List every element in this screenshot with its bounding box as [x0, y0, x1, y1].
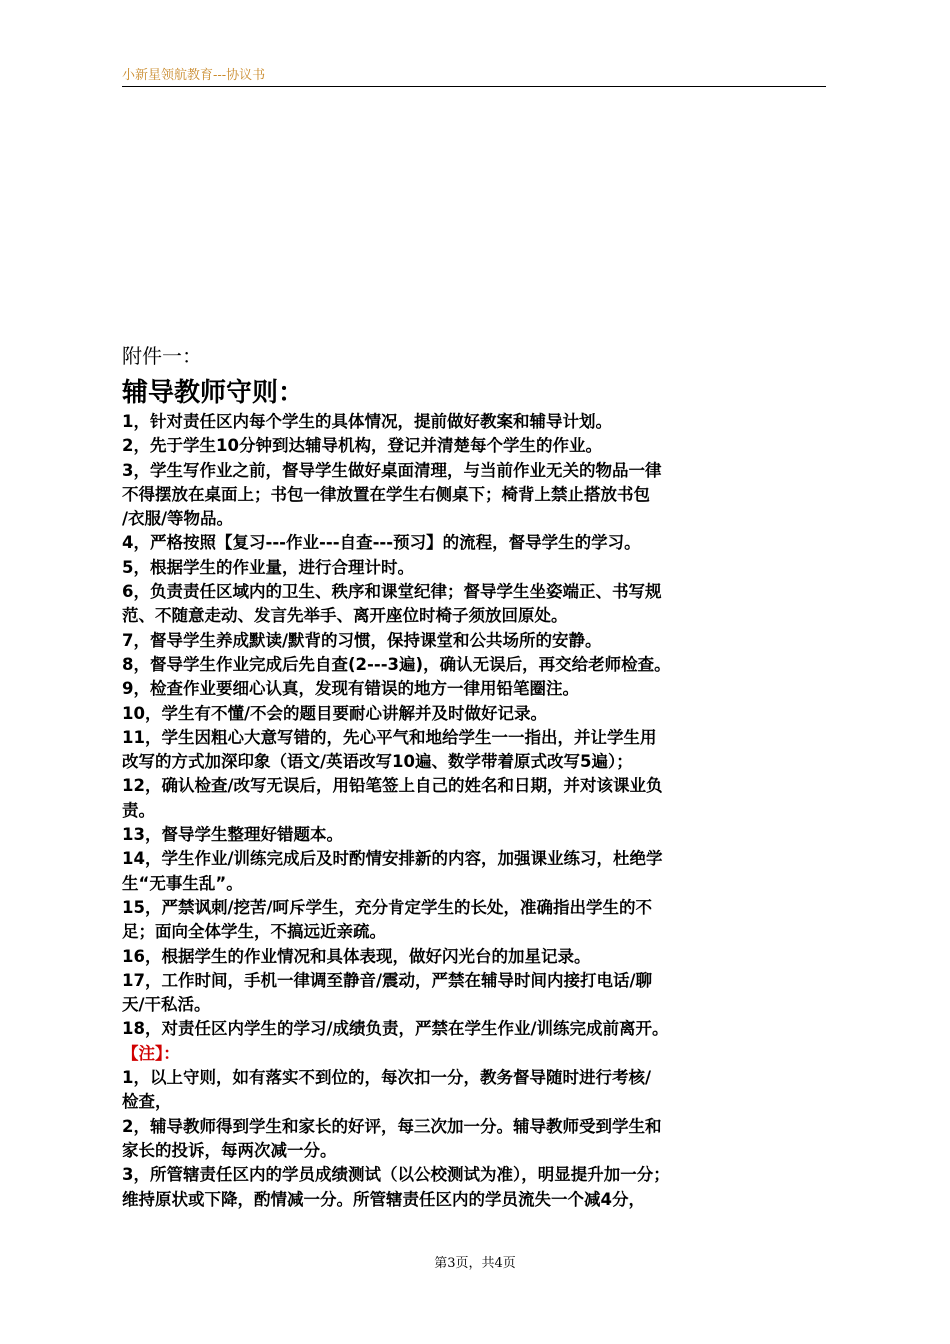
- rule-line: 2，先于学生10分钟到达辅导机构，登记并清楚每个学生的作业。: [122, 436, 602, 456]
- document-title: 辅导教师守则：: [122, 378, 305, 408]
- rule-line: 不得摆放在桌面上；书包一律放置在学生右侧桌下；椅背上禁止搭放书包: [122, 484, 650, 504]
- note-label: 【注】：: [122, 1043, 180, 1063]
- rule-line: 6，负责责任区域内的卫生、秩序和课堂纪律；督导学生坐姿端正、书写规: [122, 582, 662, 602]
- rule-line: 12，确认检查/改写无误后，用铅笔签上自己的姓名和日期，并对该课业负: [122, 776, 663, 796]
- note-line: 检查，: [122, 1092, 172, 1112]
- rule-line: 10，学生有不懂/不会的题目要耐心讲解并及时做好记录。: [122, 703, 547, 723]
- rules-body: [122, 410, 834, 1212]
- rule-line: 范、不随意走动、发言先举手、离开座位时椅子须放回原处。: [122, 606, 568, 626]
- rule-line: 天/干私活。: [122, 995, 211, 1015]
- rule-line: 16，根据学生的作业情况和具体表现，做好闪光台的加星记录。: [122, 946, 591, 966]
- rule-line: 4，严格按照【复习---作业---自查---预习】的流程，督导学生的学习。: [122, 533, 641, 553]
- page-header: [122, 64, 826, 87]
- rule-line: 3，学生写作业之前，督导学生做好桌面清理，与当前作业无关的物品一律: [122, 460, 662, 480]
- rule-line: 9，检查作业要细心认真，发现有错误的地方一律用铅笔圈注。: [122, 679, 579, 699]
- header-text: 小新星领航教育---协议书: [122, 68, 266, 83]
- note-line: 1，以上守则，如有落实不到位的，每次扣一分，教务督导随时进行考核/: [122, 1068, 652, 1088]
- note-line: 维持原状或下降，酌情减一分。所管辖责任区内的学员流失一个减4分，: [122, 1189, 645, 1209]
- rule-line: 18，对责任区内学生的学习/成绩负责，严禁在学生作业/训练完成前离开。: [122, 1019, 669, 1039]
- rule-line: 5，根据学生的作业量，进行合理计时。: [122, 557, 414, 577]
- rule-line: 1，针对责任区内每个学生的具体情况，提前做好教案和辅导计划。: [122, 412, 612, 431]
- rule-line: 11，学生因粗心大意写错的，先心平气和地给学生一一指出，并让学生用: [122, 727, 657, 747]
- note-line: 2，辅导教师得到学生和家长的好评，每三次加一分。辅导教师受到学生和: [122, 1116, 662, 1136]
- rule-line: /衣服/等物品。: [122, 509, 234, 529]
- page-footer: 第3页，共4页: [434, 1256, 516, 1271]
- rule-line: 13，督导学生整理好错题本。: [122, 825, 343, 845]
- rule-line: 改写的方式加深印象（语文/英语改写10遍、数学带着原式改写5遍）；: [122, 752, 633, 772]
- rule-line: 15，严禁讽刺/挖苦/呵斥学生，充分肯定学生的长处，准确指出学生的不: [122, 897, 653, 917]
- appendix-label: 附件一：: [122, 344, 202, 368]
- rule-line: 生“无事生乱”。: [122, 873, 243, 893]
- rule-line: 17，工作时间，手机一律调至静音/震动，严禁在辅导时间内接打电话/聊: [122, 970, 653, 990]
- note-line: 3，所管辖责任区内的学员成绩测试（以公校测试为准），明显提升加一分；: [122, 1165, 670, 1185]
- rule-line: 14，学生作业/训练完成后及时酌情安排新的内容，加强课业练习，杜绝学: [122, 849, 663, 869]
- note-line: 家长的投诉，每两次减一分。: [122, 1140, 337, 1160]
- rule-line: 责。: [122, 800, 155, 820]
- rule-line: 7，督导学生养成默读/默背的习惯，保持课堂和公共场所的安静。: [122, 630, 602, 650]
- rule-line: 8，督导学生作业完成后先自查(2---3遍)，确认无误后，再交给老师检查。: [122, 654, 671, 674]
- rule-line: 足；面向全体学生，不搞远近亲疏。: [122, 922, 386, 942]
